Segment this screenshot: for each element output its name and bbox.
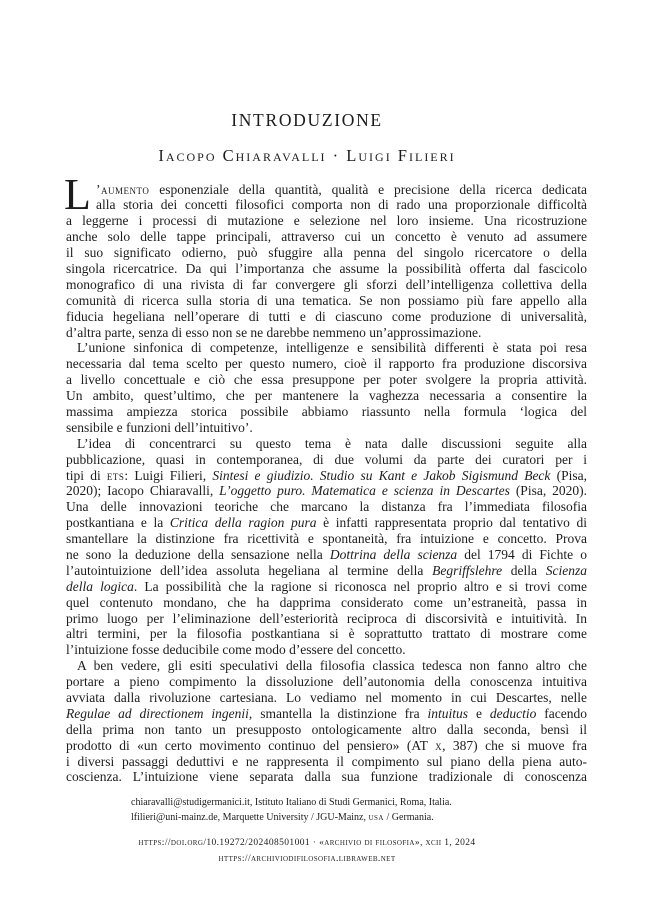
text-run: pubblicazione, quasi in contemporanea, di due volumi da parte dei curatori per i xyxy=(66,451,587,467)
italic-text: della logica xyxy=(66,578,134,594)
text-run: quel contenuto mondano, che ha dapprima considerato come un’estraneità, passa in xyxy=(66,594,587,610)
text-line xyxy=(66,213,587,229)
text-run: (Pisa, 2020). xyxy=(509,483,587,499)
small-caps-text: ’aumento xyxy=(96,181,150,197)
text-run: l’intuizione fosse deducibile come modo d’essere del concetto. xyxy=(66,642,406,658)
section-title: INTRODUZIONE xyxy=(231,110,383,130)
text-run: i diversi passaggi deduttivi e ne rappresenta il compimento sul piano della piena auto- xyxy=(66,753,587,769)
text-line xyxy=(66,722,587,738)
text-line xyxy=(66,372,587,388)
text-line xyxy=(66,277,587,293)
text-run: . La possibilità che la ragione si riconosca nel proprio altro e si trovi come xyxy=(133,578,587,594)
text-line xyxy=(66,706,587,722)
paragraph xyxy=(66,182,587,341)
text-run: necessaria dal tema scelto per questo numero, cioè il rapporto fra produzione discorsiva xyxy=(66,356,587,372)
text-run: è infatti rappresentata proprio dal tentativo di xyxy=(316,515,587,531)
text-run: 2020); Iacopo Chiaravalli, xyxy=(66,483,220,499)
text-run: facendo xyxy=(536,705,587,721)
text-line xyxy=(66,309,587,325)
drop-cap-initial: L xyxy=(64,170,91,219)
paragraph xyxy=(66,340,587,435)
text-line xyxy=(66,229,587,245)
page-footer xyxy=(0,835,614,867)
text-line xyxy=(66,356,587,372)
text-line xyxy=(66,388,587,404)
author-affiliations xyxy=(131,795,601,825)
journal-url: https://archiviodifilosofia.libraweb.net xyxy=(218,854,396,864)
text-line xyxy=(66,674,587,690)
text-line xyxy=(66,182,587,198)
text-run: a leggerne i processi di mutazione e selezione nel loro insieme. Una ricostruzione xyxy=(66,213,587,229)
text-run: , 387) che si muove fra xyxy=(442,737,587,753)
text-run: tipi di xyxy=(66,467,107,483)
text-run: della prima non tanto un presupposto ontologicamente altro dalla seconda, bensì il xyxy=(66,721,587,737)
text-line xyxy=(66,626,587,642)
small-caps-text: usa xyxy=(368,812,384,823)
text-line xyxy=(66,293,587,309)
text-run: sensibile e funzioni dell’intuitivo’. xyxy=(66,419,253,435)
text-run: portare a pieno compimento la dissoluzione dell’autonomia della conoscenza intuitiva xyxy=(66,674,587,690)
italic-text: Critica della ragion pura xyxy=(169,515,317,531)
text-line xyxy=(66,420,587,436)
text-run: Una delle innovazioni teoriche che marcano la distanza fra l’immediata filosofia xyxy=(66,499,587,515)
text-line xyxy=(66,595,587,611)
text-line xyxy=(66,404,587,420)
text-run: postkantiana e la xyxy=(66,515,170,531)
text-run: anche solo delle tappe principali, attraverso cui un concetto è venuto ad assumere xyxy=(66,229,587,245)
text-run: massima ampiezza storica possibile abbiamo riassunto nella formula ‘logica del xyxy=(66,403,587,419)
text-run: e xyxy=(468,705,490,721)
footnote-line xyxy=(131,810,601,825)
text-line xyxy=(66,547,587,563)
paragraph xyxy=(66,658,587,785)
text-run: avviata dalla rivoluzione cartesiana. Lo vediamo nel momento in cui Descartes, nelle xyxy=(66,690,587,705)
text-line xyxy=(66,499,587,515)
text-run: Un ambito, quest’ultimo, che per mantenere la vaghezza necessaria a consentire la xyxy=(66,388,587,404)
text-run: l’autointuizione dell’idea assoluta hegeliana al termine della xyxy=(66,562,433,578)
text-run: fiducia hegeliana nell’operare di tutti e di ciascuno come produzione di universalità, xyxy=(66,308,587,324)
text-run: a livello concettuale e ciò che essa presuppone per poter svolgere la propria attività. xyxy=(66,372,587,388)
text-line xyxy=(66,611,587,627)
italic-text: Begriffslehre xyxy=(432,562,503,578)
text-line xyxy=(66,738,587,754)
text-run: altri termini, per la filosofia postkantiana si è soprattutto trattato di mostrare come xyxy=(66,626,587,642)
text-line xyxy=(66,261,587,277)
text-line xyxy=(66,515,587,531)
italic-text: Sintesi e giudizio. Studio su Kant e Jakob Sigismund Beck xyxy=(212,467,551,483)
text-run: esponenziale della quantità, qualità e precisione della ricerca dedicata xyxy=(149,181,587,197)
text-line xyxy=(66,642,587,658)
small-caps-text: ets xyxy=(106,467,125,483)
small-caps-text: x xyxy=(435,737,443,753)
text-line xyxy=(66,483,587,499)
text-line xyxy=(66,452,587,468)
text-run: lfilieri@uni-mainz.de, Marquette University / JGU-Mainz, xyxy=(131,812,369,823)
text-run: , smantella la distinzione fra xyxy=(248,705,428,721)
text-run: della xyxy=(502,562,546,578)
text-run: comunità di ricerca sulla storia di una tematica. Se non possiamo più fare appello alla xyxy=(66,292,587,308)
text-line xyxy=(66,658,587,674)
body-text xyxy=(66,182,587,786)
text-run: / Germania. xyxy=(384,812,434,823)
italic-text: Regulae ad directionem ingenii xyxy=(66,705,249,721)
text-line xyxy=(66,325,587,341)
text-run: ne sono la deduzione della sensazione nella xyxy=(66,546,330,562)
text-line xyxy=(66,245,587,261)
text-run: prodotto di «un certo movimento continuo del pensiero» (AT xyxy=(66,737,436,753)
italic-text: Scienza xyxy=(545,562,587,578)
text-line xyxy=(66,531,587,547)
text-line xyxy=(66,579,587,595)
author-names: Iacopo Chiaravalli · Luigi Filieri xyxy=(158,146,456,165)
text-line xyxy=(66,436,587,452)
text-run: il suo significato odierno, può sfuggire alla penna del singolo ricercatore o della xyxy=(66,245,587,261)
italic-text: intuitus xyxy=(427,705,469,721)
text-run: A ben vedere, gli esiti speculativi della filosofia classica tedesca non fanno altro che xyxy=(77,658,587,674)
italic-text: Dottrina della scienza xyxy=(329,546,458,562)
text-run: (Pisa, xyxy=(550,467,587,483)
text-line xyxy=(66,468,587,484)
text-run: monografico di una rivista di far convergere gli sforzi dell’intelligenza collettiva della xyxy=(66,276,587,292)
text-run: primo luogo per l’eliminazione dell’esteriorità reciproca di discorsività e intuitività. In xyxy=(66,610,587,626)
text-line xyxy=(66,340,587,356)
doi-citation: https://doi.org/10.19272/202408501001 · «archivio di filosofia», xcii 1, 2024 xyxy=(138,838,476,848)
text-line xyxy=(66,690,587,706)
text-run: del 1794 di Fichte o xyxy=(457,546,587,562)
italic-text: L’oggetto puro. Matematica e scienza in Descartes xyxy=(219,483,510,499)
text-line xyxy=(66,769,587,785)
text-run: chiaravalli@studigermanici.it, Istituto Italiano di Studi Germanici, Roma, Italia. xyxy=(131,797,452,808)
footnote-line xyxy=(131,795,601,810)
text-run: singola ricercatrice. Da qui l’importanza che assume la possibilità offerta dal fascicolo xyxy=(66,260,587,276)
text-line xyxy=(66,197,587,213)
italic-text: deductio xyxy=(489,705,537,721)
text-line xyxy=(66,754,587,770)
text-run: : Luigi Filieri, xyxy=(124,467,213,483)
paragraph xyxy=(66,436,587,658)
text-run: L’idea di concentrarci su questo tema è nata dalle discussioni seguite alla xyxy=(77,435,587,451)
text-run: smantellare la distinzione fra ricettività e spontaneità, fra intuizione e concetto. Prova xyxy=(66,531,587,547)
text-run: coscienza. L’intuizione viene separata dalla sua funzione tradizionale di conoscenza xyxy=(66,769,587,785)
text-run: alla storia dei concetti filosofici comporta non di rado una proporzionale difficoltà xyxy=(96,197,587,213)
text-run: d’altra parte, senza di esso non se ne darebbe nemmeno un’approssimazione. xyxy=(66,324,482,340)
text-run: L’unione sinfonica di competenze, intelligenze e sensibilità differenti è stata poi resa xyxy=(77,340,587,356)
text-line xyxy=(66,563,587,579)
